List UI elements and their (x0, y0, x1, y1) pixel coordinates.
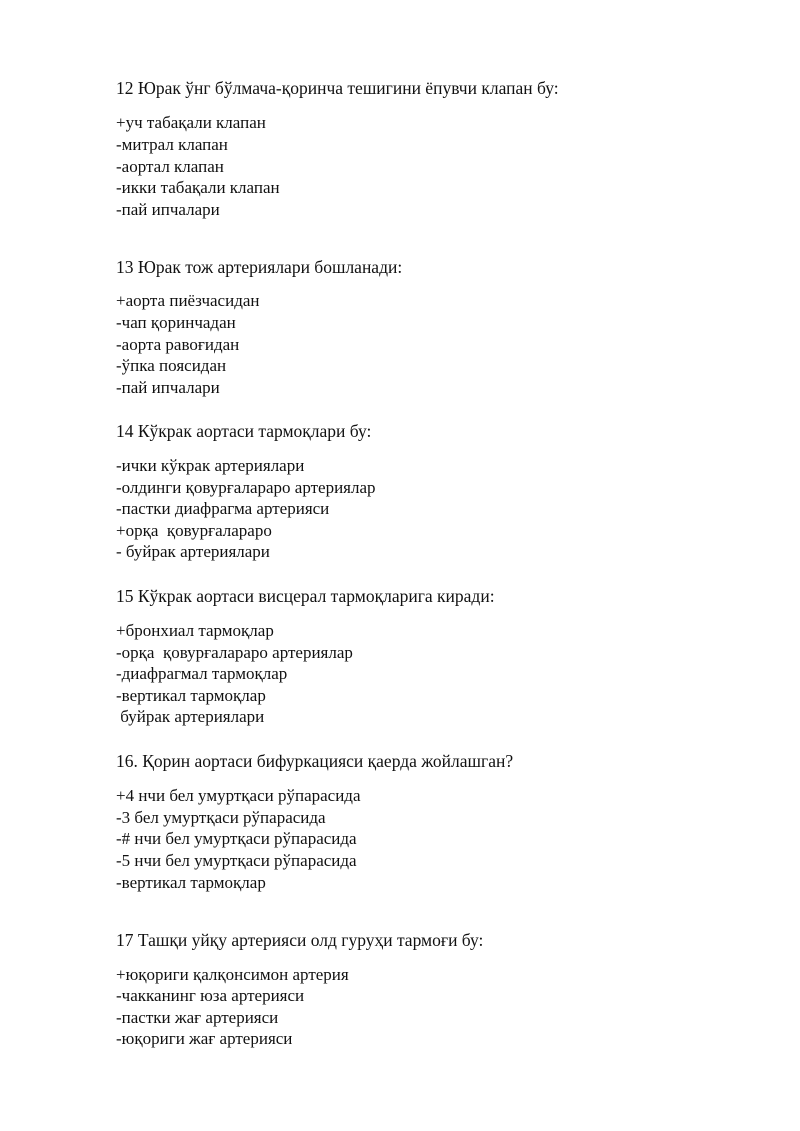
question-15-option-4: -вертикал тармоқлар (116, 686, 266, 705)
question-12-option-3: -аортал клапан (116, 157, 224, 176)
question-12-option-2: -митрал клапан (116, 135, 228, 154)
question-14: 14 Кўкрак аортаси тармоқлари бу: (116, 421, 372, 441)
question-15-option-2: -орқа қовурғалараро артериялар (116, 643, 353, 662)
question-15: 15 Кўкрак аортаси висцерал тармоқларига киради: (116, 586, 495, 606)
question-14-option-4: +орқа қовурғалараро (116, 521, 272, 540)
question-16-option-5: -вертикал тармоқлар (116, 873, 266, 892)
question-15-option-1: +бронхиал тармоқлар (116, 621, 274, 640)
question-17-option-2: -чакканинг юза артерияси (116, 986, 305, 1005)
question-12-option-1: +уч табақали клапан (116, 113, 266, 132)
question-16-option-1: +4 нчи бел умуртқаси рўпарасида (116, 786, 361, 805)
question-14-option-1: -ички кўкрак артериялари (116, 456, 305, 475)
question-16-option-2: -3 бел умуртқаси рўпарасида (116, 808, 326, 827)
question-17: 17 Ташқи уйқу артерияси олд гуруҳи тармоғи бу: (116, 930, 484, 950)
question-17-option-3: -пастки жағ артерияси (116, 1008, 279, 1027)
question-16: 16. Қорин аортаси бифуркацияси қаерда жойлашган? (116, 751, 514, 771)
question-13-option-5: -пай ипчалари (116, 378, 220, 397)
question-13-option-2: -чап қоринчадан (116, 313, 236, 332)
question-15-option-3: -диафрагмал тармоқлар (116, 664, 288, 683)
question-12: 12 Юрак ўнг бўлмача-қоринча тешигини ёпувчи клапан бу: (116, 78, 559, 98)
question-13-option-1: +аорта пиёзчасидан (116, 291, 260, 310)
question-14-option-2: -олдинги қовурғалараро артериялар (116, 478, 376, 497)
question-13: 13 Юрак тож артериялари бошланади: (116, 257, 403, 277)
question-15-option-5: буйрак артериялари (116, 707, 265, 726)
question-17-option-1: +юқориги қалқонсимон артерия (116, 965, 349, 984)
question-12-option-5: -пай ипчалари (116, 200, 220, 219)
question-16-option-3: -# нчи бел умуртқаси рўпарасида (116, 829, 357, 848)
question-14-option-3: -пастки диафрагма артерияси (116, 499, 330, 518)
question-17-option-4: -юқориги жағ артерияси (116, 1029, 293, 1048)
question-13-option-4: -ўпка поясидан (116, 356, 227, 375)
question-13-option-3: -аорта равоғидан (116, 335, 240, 354)
question-16-option-4: -5 нчи бел умуртқаси рўпарасида (116, 851, 357, 870)
question-12-option-4: -икки табақали клапан (116, 178, 280, 197)
question-14-option-5: - буйрак артериялари (116, 542, 270, 561)
